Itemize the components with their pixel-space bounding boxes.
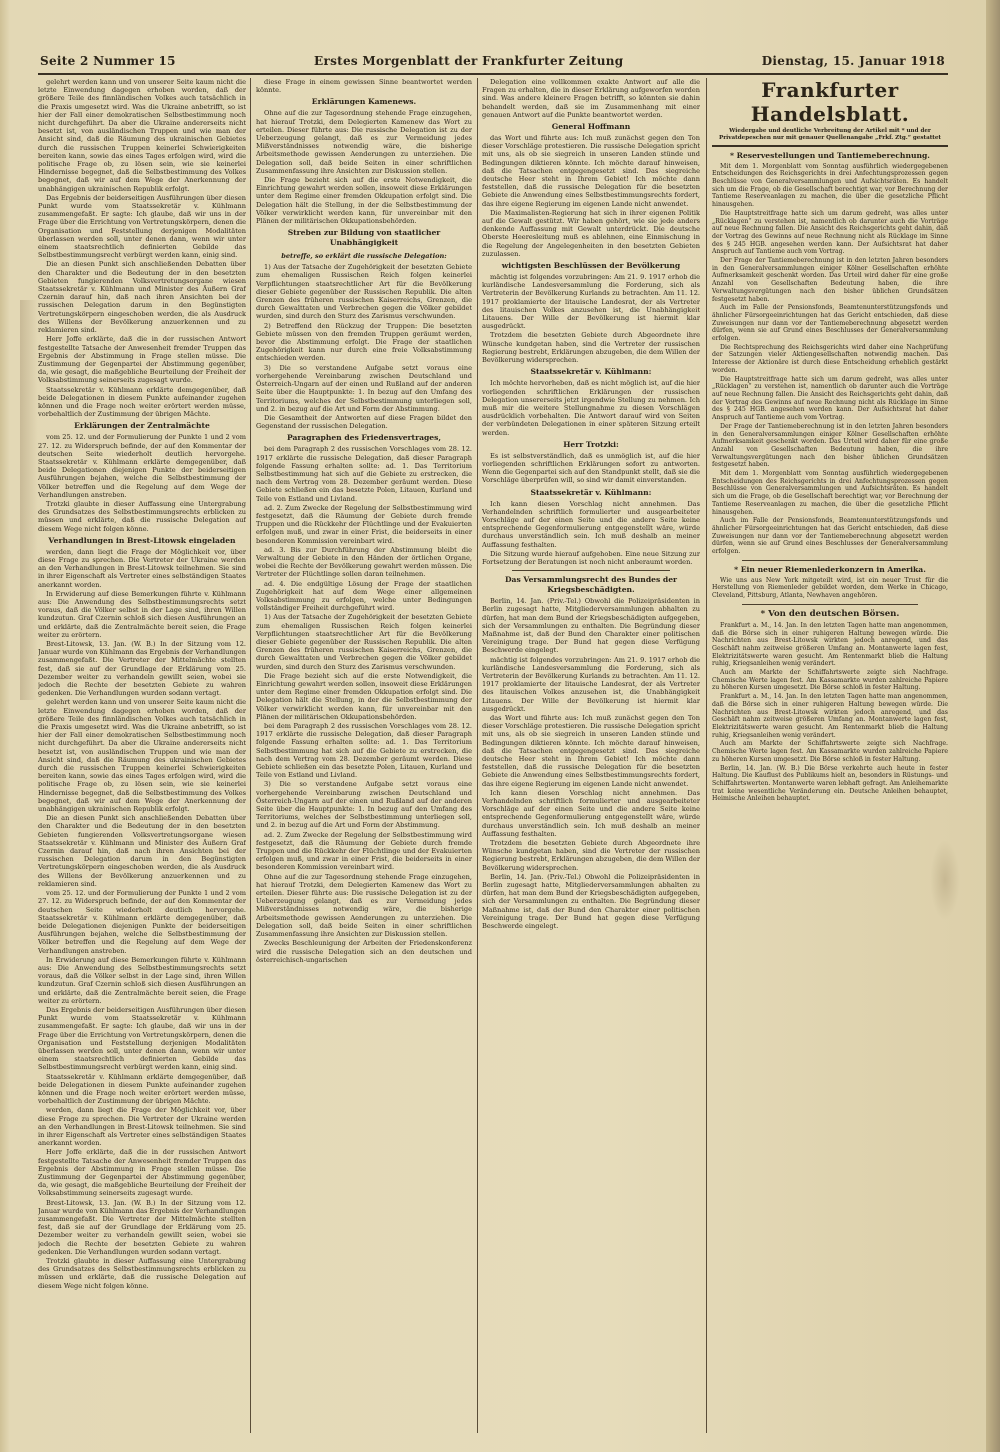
paragraph: Der Frage der Tantiemeberechnung ist in den letzten Jahren besonders in den Generalversammlungen einiger Kölner Gesellschaften erhöhte Aufmerksamkeit geschenkt worden. Das Urteil wird daher für eine große Anzahl von Gesellschaften Bedeutung haben, die ihre Verwaltungsvergütungen nach den bisher üblichen Grundsätzen festgesetzt haben.: [712, 257, 948, 303]
paragraph: Auch am Markte der Schiffahrtswerte zeigte sich Nachfrage. Chemische Werte lagen fest. Am Kassamarkte wurden zahlreiche Papiere zu höheren Kursen umgesetzt. Die Börse schloß in fester Haltung.: [712, 669, 948, 692]
page-spine: [986, 0, 1000, 1452]
header-rule: [38, 73, 948, 75]
paragraph: das Wort und führte aus: Ich muß zunächst gegen den Ton dieser Vorschläge protestieren. Die russische Delegation spricht mit uns, als ob sie siegreich in unseren Landen stünde und Bedingungen diktieren könnte. Ich möchte darauf hinweisen, daß die Tatsachen entgegengesetzt sind. Das siegreiche deutsche Heer steht in Ihrem Gebiet! Ich möchte dann feststellen, daß die russische Delegation für die besetzten Gebiete die Anwendung eines Selbstbestimmungsrechts fordert, das ihre eigene Regierung im eigenen Lande nicht anwendet.: [482, 134, 700, 208]
paragraph: Das Ergebnis der beiderseitigen Ausführungen über diesen Punkt wurde vom Staatssekretär v. Kühlmann zusammengefaßt. Er sagte: Ich glaube, daß wir uns in der Frage über die Errichtung von Vertretungskörpern, denen die Organisation und Feststellung derjenigen Modalitäten überlassen werden soll, unter denen dann, wenn wir unter einem staatsrechtlich definierten Gebilde das Selbstbestimmungsrecht verbürgt werden kann, einig sind.: [38, 193, 246, 260]
subheading: * Ein neuer Riemenlederkonzern in Amerika.: [734, 564, 926, 574]
newspaper-edition: Erstes Morgenblatt der Frankfurter Zeitung: [314, 54, 624, 68]
paragraph: Mit dem 1. Morgenblatt vom Sonntag ausführlich wiedergegebenen Entscheidungen des Reichsgerichts in drei Anfechtungsprozessen gegen Beschlüsse von Generalversammlungen und Aufsichtsräten. Es handelt sich um die Frage, ob die Gesellschaft berechtigt war, vor Berechnung der Tantieme Reserveanlagen zu machen, die über die gesetzliche Pflicht hinausgehen.: [712, 162, 948, 209]
subheading: Verhandlungen in Brest-Litowsk eingeladen: [48, 535, 236, 545]
paragraph: Die Rechtsprechung des Reichsgerichts wird daher eine Nachprüfung der Satzungen vieler Aktiengesellschaften notwendig machen. Das Interesse der Aktionäre ist durch diese Entscheidung erheblich gestärkt worden.: [712, 343, 948, 374]
paragraph: Die Hauptstreitfrage hatte sich um darum gedreht, was alles unter „Rücklagen“ zu verstehen ist, namentlich ob darunter auch die Vorträge auf neue Rechnung fallen. Die Ansicht des Reichsgerichts geht dahin, daß der Vortrag des Gewinns auf neue Rechnung nicht als Rücklage im Sinne des § 245 HGB. angesehen werden kann. Der Aufsichtsrat hat daher Anspruch auf Tantieme auch vom Vortrag.: [712, 375, 948, 422]
paragraph: Ich kann diesen Vorschlag nicht annehmen. Das Verhandelnden schriftlich formulierter und ausgearbeiteter Vorschläge auf der einen Seite und die andere Seite keine entsprechende Gegenformulierung entgegenstellt wäre, würde durchaus unverständlich sein. Ich muß deshalb an meiner Auffassung festhalten.: [482, 499, 700, 549]
subheading: Erklärungen Kamenews.: [311, 97, 417, 107]
paragraph: gelehrt werden kann und von unserer Seite kaum nicht die letzte Einwendung dagegen erhoben worden, daß der größere Teile des finnländischen Volkes auch tatsächlich in die Praxis umgesetzt wird. Was die Ukraine anbetrifft, so ist hier der Fall einer demokratischen Selbstbestimmung noch nicht durchgeführt. Da aber die Ukraine andererseits nicht besetzt ist, von ausländischen Truppen und wie man der Ansicht sind, daß die Räumung des ukrainischen Gebietes durch die russischen Truppen keinerlei Schwierigkeiten bereiten kann, sowie das eines Tages erfolgen wird, wird die politische Frage ob, zu lösen sein, wie sie keinerlei Hindernisse begegnet, daß die Selbstbestimmung des Volkes begegnet, daß wir auf dem Wege der Anerkennung der unabhängigen ukrainischen Republik erfolgt.: [38, 78, 246, 193]
paragraph: Die Frage bezieht sich auf die erste Notwendigkeit, die Einrichtung gewahrt werden sollen, insoweit diese Erklärungen unter dem Regime einer fremden Okkupation erfolgt sind. Die Delegation hält die Stellung, in der die Selbstbestimmung der Völker verwirklicht werden kann, für unvereinbar mit den Plänen der militärischen Okkupationsbehörden.: [256, 671, 472, 721]
paragraph: vom 25. 12. und der Formulierung der Punkte 1 und 2 vom 27. 12. zu Widerspruch befinde, der auf den Kommentar der deutschen Seite wiederholt deutlich hervorgehe. Staatssekretär v. Kühlmann erklärte demgegenüber, daß beide Delegationen diejenigen Punkte der beiderseitigen Ausführungen bejahen, welche die Selbstbestimmung der Völker betreffen und die Regelung auf dem Wege der Verhandlungen anstreben.: [38, 433, 246, 499]
subheading: * Von den deutschen Börsen.: [760, 608, 900, 619]
paragraph: mächtig ist folgendes vorzubringen: Am 21. 9. 1917 erhob die kurländische Landesversammlung die Forderung, sich als Vertreterin der Bevölkerung Kurlands zu betrachten. Am 11. 12. 1917 proklamierte der litauische Landesrat, der als Vertreter des litauischen Volkes anzusehen ist, die Unabhängigkeit Litauens. Der Wille der Bevölkerung ist hiermit klar ausgedrückt.: [482, 273, 700, 331]
paragraph: Die Maximalisten-Regierung hat sich in ihrer eigenen Politik auf die Gewalt gestützt. Wir haben gehört, wie sie jede anders denkende Auffassung mit Gewalt unterdrückt. Die deutsche Oberste Heeresleitung muß es ablehnen, eine Einmischung in die Regelung der Angelegenheiten in den besetzten Gebieten zuzulassen.: [482, 208, 700, 258]
section-masthead: Frankfurter Handelsblatt.: [750, 78, 910, 126]
subheading: General Hoffmann: [551, 122, 631, 132]
subheading: * Reservestellungen und Tantiemeberechnung.: [730, 150, 930, 160]
paragraph: Frankfurt a. M., 14. Jan. In den letzten Tagen hatte man angenommen, daß die Börse sich in einer ruhigeren Haltung bewegen würde. Die Nachrichten aus Brest-Litowsk wirkten jedoch anregend, und das Geschäft nahm zeitweise größeren Umfang an. Montanwerte lagen fest, Elektrizitätswerte waren gesucht. Am Rentenmarkt blieb die Haltung ruhig, Kriegsanleihen wenig verändert.: [712, 693, 948, 739]
paragraph: mächtig ist folgendes vorzubringen: Am 21. 9. 1917 erhob die kurländische Landesversammlung die Forderung, sich als Vertreterin der Bevölkerung Kurlands zu betrachten. Am 11. 12. 1917 proklamierte der litauische Landesrat, der als Vertreter des litauischen Volkes anzusehen ist, die Unabhängigkeit Litauens. Der Wille der Bevölkerung ist hiermit klar ausgedrückt.: [482, 655, 700, 713]
subheading: Paragraphen des Friedensvertrages,: [286, 433, 442, 443]
paper-stain: [20, 300, 38, 700]
paragraph: vom 25. 12. und der Formulierung der Punkte 1 und 2 vom 27. 12. zu Widerspruch befinde, der auf den Kommentar der deutschen Seite wiederholt deutlich hervorgehe. Staatssekretär v. Kühlmann erklärte demgegenüber, daß beide Delegationen diejenigen Punkte der beiderseitigen Ausführungen bejahen, welche die Selbstbestimmung der Völker betreffen und die Regelung auf dem Wege der Verhandlungen anstreben.: [38, 889, 246, 955]
paragraph: Die an diesen Punkt sich anschließenden Debatten über den Charakter und die Bedeutung der in den besetzten Gebieten fungierenden Volksvertretungsorgane wiesen Staatssekretär v. Kühlmann und Minister des Äußern Graf Czernin darauf hin, daß nach ihren Ansichten bei der russischen Delegation darum in den Begünstigten Vertretungskörpern eingeschoben werden, die als Ausdruck des Willens der Bevölkerung anzuerkennen und zu reklamieren sind.: [38, 814, 246, 888]
column-rule: [250, 78, 251, 1433]
subheading: Das Versammlungsrecht des Bundes der Kriegsbeschädigten.: [504, 575, 678, 595]
separator-rule: [742, 604, 918, 605]
paragraph: 1) Aus der Tatsache der Zugehörigkeit der besetzten Gebiete zum ehemaligen Russischen Reich folgen keinerlei Verpflichtungen staatsrechtlicher Art für die Bevölkerung dieser Gebiete gegenüber der Russischen Republik. Die alten Grenzen des früheren russischen Kaiserreichs, Grenzen, die durch Gewalttaten und Verbrechen gegen die Völker gebildet wurden, sind durch den Sturz des Zarismus verschwunden.: [256, 263, 472, 321]
paragraph: Ich möchte hervorheben, daß es nicht möglich ist, auf die hier vorliegenden schriftlichen Erklärungen der russischen Delegation unsererseits jetzt irgendwie Stellung zu nehmen. Ich muß mir die weitere Stellungnahme zu diesen Vorschlägen ausdrücklich vorbehalten. Die Antwort darauf wird von Seiten der verbündeten Delegationen in einer späteren Sitzung erteilt werden.: [482, 379, 700, 437]
paragraph: Brest-Litowsk, 13. Jan. (W. B.) In der Sitzung vom 12. Januar wurde von Kühlmann das Ergebnis der Verhandlungen zusammengefaßt. Die Vertreter der Mittelmächte stellten fest, daß sie auf der Grundlage der Erklärung vom 25. Dezember weiter zu verhandeln gewillt seien, wobei sie jedoch die Rechte der besetzten Gebiete zu wahren gedenken. Die Verhandlungen wurden sodann vertagt.: [38, 640, 246, 698]
paragraph: Frankfurt a. M., 14. Jan. In den letzten Tagen hatte man angenommen, daß die Börse sich in einer ruhigeren Haltung bewegen würde. Die Nachrichten aus Brest-Litowsk wirkten jedoch anregend, und das Geschäft nahm zeitweise größeren Umfang an. Montanwerte lagen fest, Elektrizitätswerte waren gesucht. Am Rentenmarkt blieb die Haltung ruhig, Kriegsanleihen wenig verändert.: [712, 621, 948, 668]
paragraph: diese Frage in einem gewissen Sinne beantwortet werden könnte.: [256, 78, 472, 95]
separator-rule: [742, 560, 918, 561]
page-header: [40, 50, 945, 72]
subheading: wichtigsten Beschlüssen der Bevölkerung: [501, 261, 681, 271]
paragraph: Die an diesen Punkt sich anschließenden Debatten über den Charakter und die Bedeutung der in den besetzten Gebieten fungierenden Volksvertretungsorgane wiesen Staatssekretär v. Kühlmann und Minister des Äußern Graf Czernin darauf hin, daß nach ihren Ansichten bei der russischen Delegation darum in den Begünstigten Vertretungskörpern eingeschoben werden, die als Ausdruck des Willens der Bevölkerung anzuerkennen und zu reklamieren sind.: [38, 260, 246, 335]
subheading: Erklärungen der Zentralmächte: [74, 421, 210, 431]
paragraph: Herr Joffe erklärte, daß die in der russischen Antwort festgestellte Tatsache der Anwesenheit fremder Truppen das Ergebnis der Abstimmung in Frage stellen müsse. Die Zustimmung der Gegenpartei der Abstimmung gegenüber, da, wie gesagt, die maßgebliche Beurteilung der Freiheit der Volksabstimmung seinerseits zugesagt wurde.: [38, 335, 246, 385]
subheading: Staatssekretär v. Kühlmann:: [530, 367, 652, 377]
paragraph: 2) Betreffend den Rückzug der Truppen: Die besetzten Gebiete müssen von den fremden Truppen geräumt werden, bevor die Abstimmung erfolgt. Die Frage der staatlichen Zugehörigkeit kann nur durch eine freie Volksabstimmung entschieden werden.: [256, 321, 472, 363]
separator-rule: [512, 570, 670, 571]
paragraph: 3) Die so verstandene Aufgabe setzt voraus eine vorhergehende Vereinbarung zwischen Deutschland und Österreich-Ungarn auf der einen und Rußland auf der anderen Seite über die Hauptpunkte: 1. In bezug auf den Umfang des Territoriums, welches der Selbstbestimmung unterliegen soll, und 2. in bezug auf die Art und Form der Abstimmung.: [256, 363, 472, 413]
paragraph: Wie uns aus New York mitgeteilt wird, ist ein neuer Trust für die Herstellung von Riemenleder gebildet worden, dem Werke in Chicago, Cleveland, Pittsburg, Atlanta, Newhaven angehören.: [712, 576, 948, 600]
paragraph: ad. 3. Bis zur Durchführung der Abstimmung bleibt die Verwaltung der Gebiete in den Händen der örtlichen Organe, wobei die Rechte der Bevölkerung gewahrt werden müssen. Die Vertreter der Flüchtlinge sollen daran teilnehmen.: [256, 545, 472, 579]
paragraph: Auch im Falle der Pensionsfonds, Beamtenunterstützungsfonds und ähnlicher Fürsorgeeinrichtungen hat das Gericht entschieden, daß diese Zuweisungen nur dann vor der Tantiemeberechnung abgesetzt werden dürfen, wenn sie auf Grund eines Beschlusses der Generalversammlung erfolgen.: [712, 517, 948, 556]
paragraph: In Erwiderung auf diese Bemerkungen führte v. Kühlmann aus: Die Anwendung des Selbstbestimmungsrechts setzt voraus, daß die Völker selbst in der Lage sind, ihren Willen kundzutun. Graf Czernin schloß sich diesen Ausführungen an und erklärte, daß die Zentralmächte bereit seien, die Frage weiter zu erörtern.: [38, 589, 246, 639]
paragraph: werden, dann liegt die Frage der Möglichkeit vor, über diese Frage zu sprechen. Die Vertreter der Ukraine werden an den Verhandlungen in Brest-Litowsk teilnehmen. Sie sind in ihrer Eigenschaft als Vertreter eines selbständigen Staates anerkannt worden.: [38, 1106, 246, 1148]
column-rule: [477, 78, 478, 1433]
paragraph: Mit dem 1. Morgenblatt vom Sonntag ausführlich wiedergegebenen Entscheidungen des Reichsgerichts in drei Anfechtungsprozessen gegen Beschlüsse von Generalversammlungen und Aufsichtsräten. Es handelt sich um die Frage, ob die Gesellschaft berechtigt war, vor Berechnung der Tantieme Reserveanlagen zu machen, die über die gesetzliche Pflicht hinausgehen.: [712, 470, 948, 516]
paragraph: Herr Joffe erklärte, daß die in der russischen Antwort festgestellte Tatsache der Anwesenheit fremder Truppen das Ergebnis der Abstimmung in Frage stellen müsse. Die Zustimmung der Gegenpartei der Abstimmung gegenüber, da, wie gesagt, die maßgebliche Beurteilung der Freiheit der Volksabstimmung seinerseits zugesagt wurde.: [38, 1148, 246, 1198]
column-rule: [706, 78, 707, 1433]
paragraph: ad. 2. Zum Zwecke der Regelung der Selbstbestimmung wird festgesetzt, daß die Räumung der Gebiete durch fremde Truppen und die Rückkehr der Flüchtlinge und der Evakuierten erfolgen muß, und zwar in einer Frist, die beiderseits in einer besonderen Kommission vereinbart wird.: [256, 830, 472, 872]
paragraph: Ohne auf die zur Tagesordnung stehende Frage einzugehen, hat hierauf Trotzki, dem Delegierten Kamenew das Wort zu erteilen. Dieser führte aus: Die russische Delegation ist zu der Ueberzeugung gelangt, daß es zur Vermeidung jedes Mißverständnisses notwendig wäre, die bisherige Arbeitsmethode gewissen Aenderungen zu unterziehen. Die Delegation soll, daß beide Seiten in einer schriftlichen Zusammenfassung ihre Ansichten zur Diskussion stellen.: [256, 109, 472, 175]
paragraph: Berlin, 14. Jan. (W. B.) Die Börse verkehrte auch heute in fester Haltung. Die Kauflust des Publikums hielt an, besonders in Rüstungs- und Schiffahrtswerten. Montanwerte waren lebhaft gefragt. Am Anleihemarkte trat keine wesentliche Veränderung ein. Deutsche Anleihen behauptet, Heimische Anleihen behauptet.: [712, 764, 948, 803]
paragraph: Die Frage bezieht sich auf die erste Notwendigkeit, die Einrichtung gewahrt werden sollen, insoweit diese Erklärungen unter dem Regime einer fremden Okkupation erfolgt sind. Die Delegation hält die Stellung, in der die Selbstbestimmung der Völker verwirklicht werden kann, für unvereinbar mit den Plänen der militärischen Okkupationsbehörden.: [256, 176, 472, 226]
masthead-note: Wiedergabe und deutliche Verbreitung der Artikel mit * und der Privatdepeschen nur mit genauer Quellenangabe „Frkf. Ztg.“ gestattet: [718, 128, 942, 141]
paragraph: ad. 2. Zum Zwecke der Regelung der Selbstbestimmung wird festgesetzt, daß die Räumung der Gebiete durch fremde Truppen und die Rückkehr der Flüchtlinge und der Evakuierten erfolgen muß, und zwar in einer Frist, die beiderseits in einer besonderen Kommission vereinbart wird.: [256, 503, 472, 545]
paragraph: Trotzdem die besetzten Gebiete durch Abgeordnete ihre Wünsche kundgetan haben, sind die Vertreter der russischen Regierung bestrebt, Erklärungen abzugeben, die dem Willen der Bevölkerung widersprechen.: [482, 331, 700, 365]
paragraph: Ohne auf die zur Tagesordnung stehende Frage einzugehen, hat hierauf Trotzki, dem Delegierten Kamenew das Wort zu erteilen. Dieser führte aus: Die russische Delegation ist zu der Ueberzeugung gelangt, daß es zur Vermeidung jedes Mißverständnisses notwendig wäre, die bisherige Arbeitsmethode gewissen Aenderungen zu unterziehen. Die Delegation soll, daß beide Seiten in einer schriftlichen Zusammenfassung ihre Ansichten zur Diskussion stellen.: [256, 872, 472, 939]
paragraph: Berlin, 14. Jan. (Priv.-Tel.) Obwohl die Polizeipräsidenten in Berlin zugesagt hatte, Mitgliederversammlungen abhalten zu dürfen, hat man dem Bund der Kriegsbeschädigten aufgegeben, sich der Versammlungen zu enthalten. Die Begründung dieser Maßnahme ist, daß der Bund den Charakter einer politischen Vereinigung trage. Der Bund hat gegen diese Verfügung Beschwerde eingelegt.: [482, 872, 700, 931]
paragraph: Trotzdem die besetzten Gebiete durch Abgeordnete ihre Wünsche kundgetan haben, sind die Vertreter der russischen Regierung bestrebt, Erklärungen abzugeben, die dem Willen der Bevölkerung widersprechen.: [482, 839, 700, 872]
paragraph: Trotzki glaubte in dieser Auffassung eine Untergrabung des Grundsatzes des Selbstbestimmungsrechts erblicken zu müssen und erklärte, daß die russische Delegation auf diesem Wege nicht folgen könne.: [38, 1257, 246, 1290]
paragraph: Ich kann diesen Vorschlag nicht annehmen. Das Verhandelnden schriftlich formulierter und ausgearbeiteter Vorschläge auf der einen Seite und die andere Seite keine entsprechende Gegenformulierung entgegenstellt wäre, würde durchaus unverständlich sein. Ich muß deshalb an meiner Auffassung festhalten.: [482, 788, 700, 838]
paragraph: 1) Aus der Tatsache der Zugehörigkeit der besetzten Gebiete zum ehemaligen Russischen Reich folgen keinerlei Verpflichtungen staatsrechtlicher Art für die Bevölkerung dieser Gebiete gegenüber der Russischen Republik. Die alten Grenzen des früheren russischen Kaiserreichs, Grenzen, die durch Gewalttaten und Verbrechen gegen die Völker gebildet wurden, sind durch den Sturz des Zarismus verschwunden.: [256, 613, 472, 671]
paragraph: ad. 4. Die endgültige Lösung der Frage der staatlichen Zugehörigkeit hat auf dem Wege einer allgemeinen Volksabstimmung zu erfolgen, welche unter Bedingungen vollständiger Freiheit durchgeführt wird.: [256, 579, 472, 613]
paragraph: Es ist selbstverständlich, daß es unmöglich ist, auf die hier vorliegenden schriftlichen Erklärungen sofort zu antworten. Wenn die Gegenpartei sich auf den Standpunkt stellt, daß sie die Vorschläge überprüfen will, so sind wir damit einverstanden.: [482, 451, 700, 485]
paragraph: Die Gesamtheit der Antworten auf diese Fragen bildet den Gegenstand der russischen Delegation.: [256, 413, 472, 431]
paragraph: Brest-Litowsk, 13. Jan. (W. B.) In der Sitzung vom 12. Januar wurde von Kühlmann das Ergebnis der Verhandlungen zusammengefaßt. Die Vertreter der Mittelmächte stellten fest, daß sie auf der Grundlage der Erklärung vom 25. Dezember weiter zu verhandeln gewillt seien, wobei sie jedoch die Rechte der besetzten Gebiete zu wahren gedenken. Die Verhandlungen wurden sodann vertagt.: [38, 1198, 246, 1256]
subheading: Streben zur Bildung von staatlicher Unabhängigkeit: [287, 228, 441, 248]
paragraph: bei dem Paragraph 2 des russischen Vorschlages vom 28. 12. 1917 erklärte die russische Delegation, daß dieser Paragraph folgende Fassung erhalten sollte: ad. 1. Das Territorium Selbstbestimmung hat sich auf die Gebiete zu erstrecken, die nach dem Vertrag vom 28. Dezember geräumt werden. Diese Gebiete schließen ein das besetzte Polen, Litauen, Kurland und Teile von Estland und Livland.: [256, 445, 472, 503]
paragraph: das Wort und führte aus: Ich muß zunächst gegen den Ton dieser Vorschläge protestieren. Die russische Delegation spricht mit uns, als ob sie siegreich in unseren Landen stünde und Bedingungen diktieren könnte. Ich möchte darauf hinweisen, daß die Tatsachen entgegengesetzt sind. Das siegreiche deutsche Heer steht in Ihrem Gebiet! Ich möchte dann feststellen, daß die russische Delegation für die besetzten Gebiete die Anwendung eines Selbstbestimmungsrechts fordert, das ihre eigene Regierung im eigenen Lande nicht anwendet.: [482, 714, 700, 788]
paragraph: Auch im Falle der Pensionsfonds, Beamtenunterstützungsfonds und ähnlicher Fürsorgeeinrichtungen hat das Gericht entschieden, daß diese Zuweisungen nur dann vor der Tantiemeberechnung abgesetzt werden dürfen, wenn sie auf Grund eines Beschlusses der Generalversammlung erfolgen.: [712, 304, 948, 343]
paragraph: gelehrt werden kann und von unserer Seite kaum nicht die letzte Einwendung dagegen erhoben worden, daß der größere Teile des finnländischen Volkes auch tatsächlich in die Praxis umgesetzt wird. Was die Ukraine anbetrifft, so ist hier der Fall einer demokratischen Selbstbestimmung noch nicht durchgeführt. Da aber die Ukraine andererseits nicht besetzt ist, von ausländischen Truppen und wie man der Ansicht sind, daß die Räumung des ukrainischen Gebietes durch die russischen Truppen keinerlei Schwierigkeiten bereiten kann, sowie das eines Tages erfolgen wird, wird die politische Frage ob, zu lösen sein, wie sie keinerlei Hindernisse begegnet, daß die Selbstbestimmung des Volkes begegnet, daß wir auf dem Wege der Anerkennung der unabhängigen ukrainischen Republik erfolgt.: [38, 698, 246, 814]
page-date: Dienstag, 15. Januar 1918: [761, 54, 945, 68]
paragraph: Das Ergebnis der beiderseitigen Ausführungen über diesen Punkt wurde vom Staatssekretär v. Kühlmann zusammengefaßt. Er sagte: Ich glaube, daß wir uns in der Frage über die Errichtung von Vertretungskörpern, denen die Organisation und Feststellung derjenigen Modalitäten überlassen werden soll, unter denen dann, wenn wir unter einem staatsrechtlich definierten Gebilde das Selbstbestimmungsrecht verbürgt werden kann, einig sind.: [38, 1005, 246, 1072]
masthead-rule: [712, 145, 948, 147]
column-3: [482, 78, 700, 1433]
paragraph: Berlin, 14. Jan. (Priv.-Tel.) Obwohl die Polizeipräsidenten in Berlin zugesagt hatte, Mitgliederversammlungen abhalten zu dürfen, hat man dem Bund der Kriegsbeschädigten aufgegeben, sich der Versammlungen zu enthalten. Die Begründung dieser Maßnahme ist, daß der Bund den Charakter einer politischen Vereinigung trage. Der Bund hat gegen diese Verfügung Beschwerde eingelegt.: [482, 597, 700, 655]
column-4-handelsblatt: [712, 78, 948, 1433]
paragraph: Zwecks Beschleunigung der Arbeiten der Friedenskonferenz wird die russische Delegation sich an den deutschen und österreichisch-ungarischen: [256, 939, 472, 964]
paragraph: Staatssekretär v. Kühlmann erklärte demgegenüber, daß beide Delegationen in diesem Punkte aufeinander zugehen können und die Frage noch weiter erörtert werden müsse, vorbehaltlich der Zustimmung der übrigen Mächte.: [38, 1072, 246, 1106]
subheading: Herr Trotzki:: [563, 439, 619, 449]
paragraph: bei dem Paragraph 2 des russischen Vorschlages vom 28. 12. 1917 erklärte die russische Delegation, daß dieser Paragraph folgende Fassung erhalten sollte: ad. 1. Das Territorium Selbstbestimmung hat sich auf die Gebiete zu erstrecken, die nach dem Vertrag vom 28. Dezember geräumt werden. Diese Gebiete schließen ein das besetzte Polen, Litauen, Kurland und Teile von Estland und Livland.: [256, 722, 472, 780]
paragraph: Auch am Markte der Schiffahrtswerte zeigte sich Nachfrage. Chemische Werte lagen fest. Am Kassamarkte wurden zahlreiche Papiere zu höheren Kursen umgesetzt. Die Börse schloß in fester Haltung.: [712, 740, 948, 763]
paragraph: Die Hauptstreitfrage hatte sich um darum gedreht, was alles unter „Rücklagen“ zu verstehen ist, namentlich ob darunter auch die Vorträge auf neue Rechnung fallen. Die Ansicht des Reichsgerichts geht dahin, daß der Vortrag des Gewinns auf neue Rechnung nicht als Rücklage im Sinne des § 245 HGB. angesehen werden kann. Der Aufsichtsrat hat daher Anspruch auf Tantieme auch vom Vortrag.: [712, 209, 948, 256]
paragraph: Der Frage der Tantiemeberechnung ist in den letzten Jahren besonders in den Generalversammlungen einiger Kölner Gesellschaften erhöhte Aufmerksamkeit geschenkt worden. Das Urteil wird daher für eine große Anzahl von Gesellschaften Bedeutung haben, die ihre Verwaltungsvergütungen nach den bisher üblichen Grundsätzen festgesetzt haben.: [712, 422, 948, 469]
subheading: Staatssekretär v. Kühlmann:: [530, 487, 652, 497]
paragraph: In Erwiderung auf diese Bemerkungen führte v. Kühlmann aus: Die Anwendung des Selbstbestimmungsrechts setzt voraus, daß die Völker selbst in der Lage sind, ihren Willen kundzutun. Graf Czernin schloß sich diesen Ausführungen an und erklärte, daß die Zentralmächte bereit seien, die Frage weiter zu erörtern.: [38, 955, 246, 1005]
paragraph: Delegation eine vollkommen exakte Antwort auf alle die Fragen zu erhalten, die in dieser Erklärung aufgeworfen worden sind. Was andere kleinere Fragen betrifft, so könnten sie dahin behandelt werden, daß sie im Zusammenhang mit einer genauen Antwort auf die Punkte beantwortet werden.: [482, 78, 700, 119]
column-2: [256, 78, 472, 1433]
paragraph: 3) Die so verstandene Aufgabe setzt voraus eine vorhergehende Vereinbarung zwischen Deutschland und Österreich-Ungarn auf der einen und Rußland auf der anderen Seite über die Hauptpunkte: 1. In bezug auf den Umfang des Territoriums, welches der Selbstbestimmung unterliegen soll, und 2. in bezug auf die Art und Form der Abstimmung.: [256, 780, 472, 830]
page-number: Seite 2 Nummer 15: [40, 54, 176, 68]
column-1: [38, 78, 246, 1433]
paragraph: werden, dann liegt die Frage der Möglichkeit vor, über diese Frage zu sprechen. Die Vertreter der Ukraine werden an den Verhandlungen in Brest-Litowsk teilnehmen. Sie sind in ihrer Eigenschaft als Vertreter eines selbständigen Staates anerkannt worden.: [38, 547, 246, 589]
subheading: betreffe, so erklärt die russische Delegation:: [281, 252, 447, 261]
paragraph: Trotzki glaubte in dieser Auffassung eine Untergrabung des Grundsatzes des Selbstbestimmungsrechts erblicken zu müssen und erklärte, daß die russische Delegation auf diesem Wege nicht folgen könne.: [38, 499, 246, 533]
paragraph: Staatssekretär v. Kühlmann erklärte demgegenüber, daß beide Delegationen in diesem Punkte aufeinander zugehen können und die Frage noch weiter erörtert werden müsse, vorbehaltlich der Zustimmung der übrigen Mächte.: [38, 385, 246, 419]
paragraph: Die Sitzung wurde hierauf aufgehoben. Eine neue Sitzung zur Fortsetzung der Beratungen ist noch nicht anberaumt worden.: [482, 549, 700, 566]
